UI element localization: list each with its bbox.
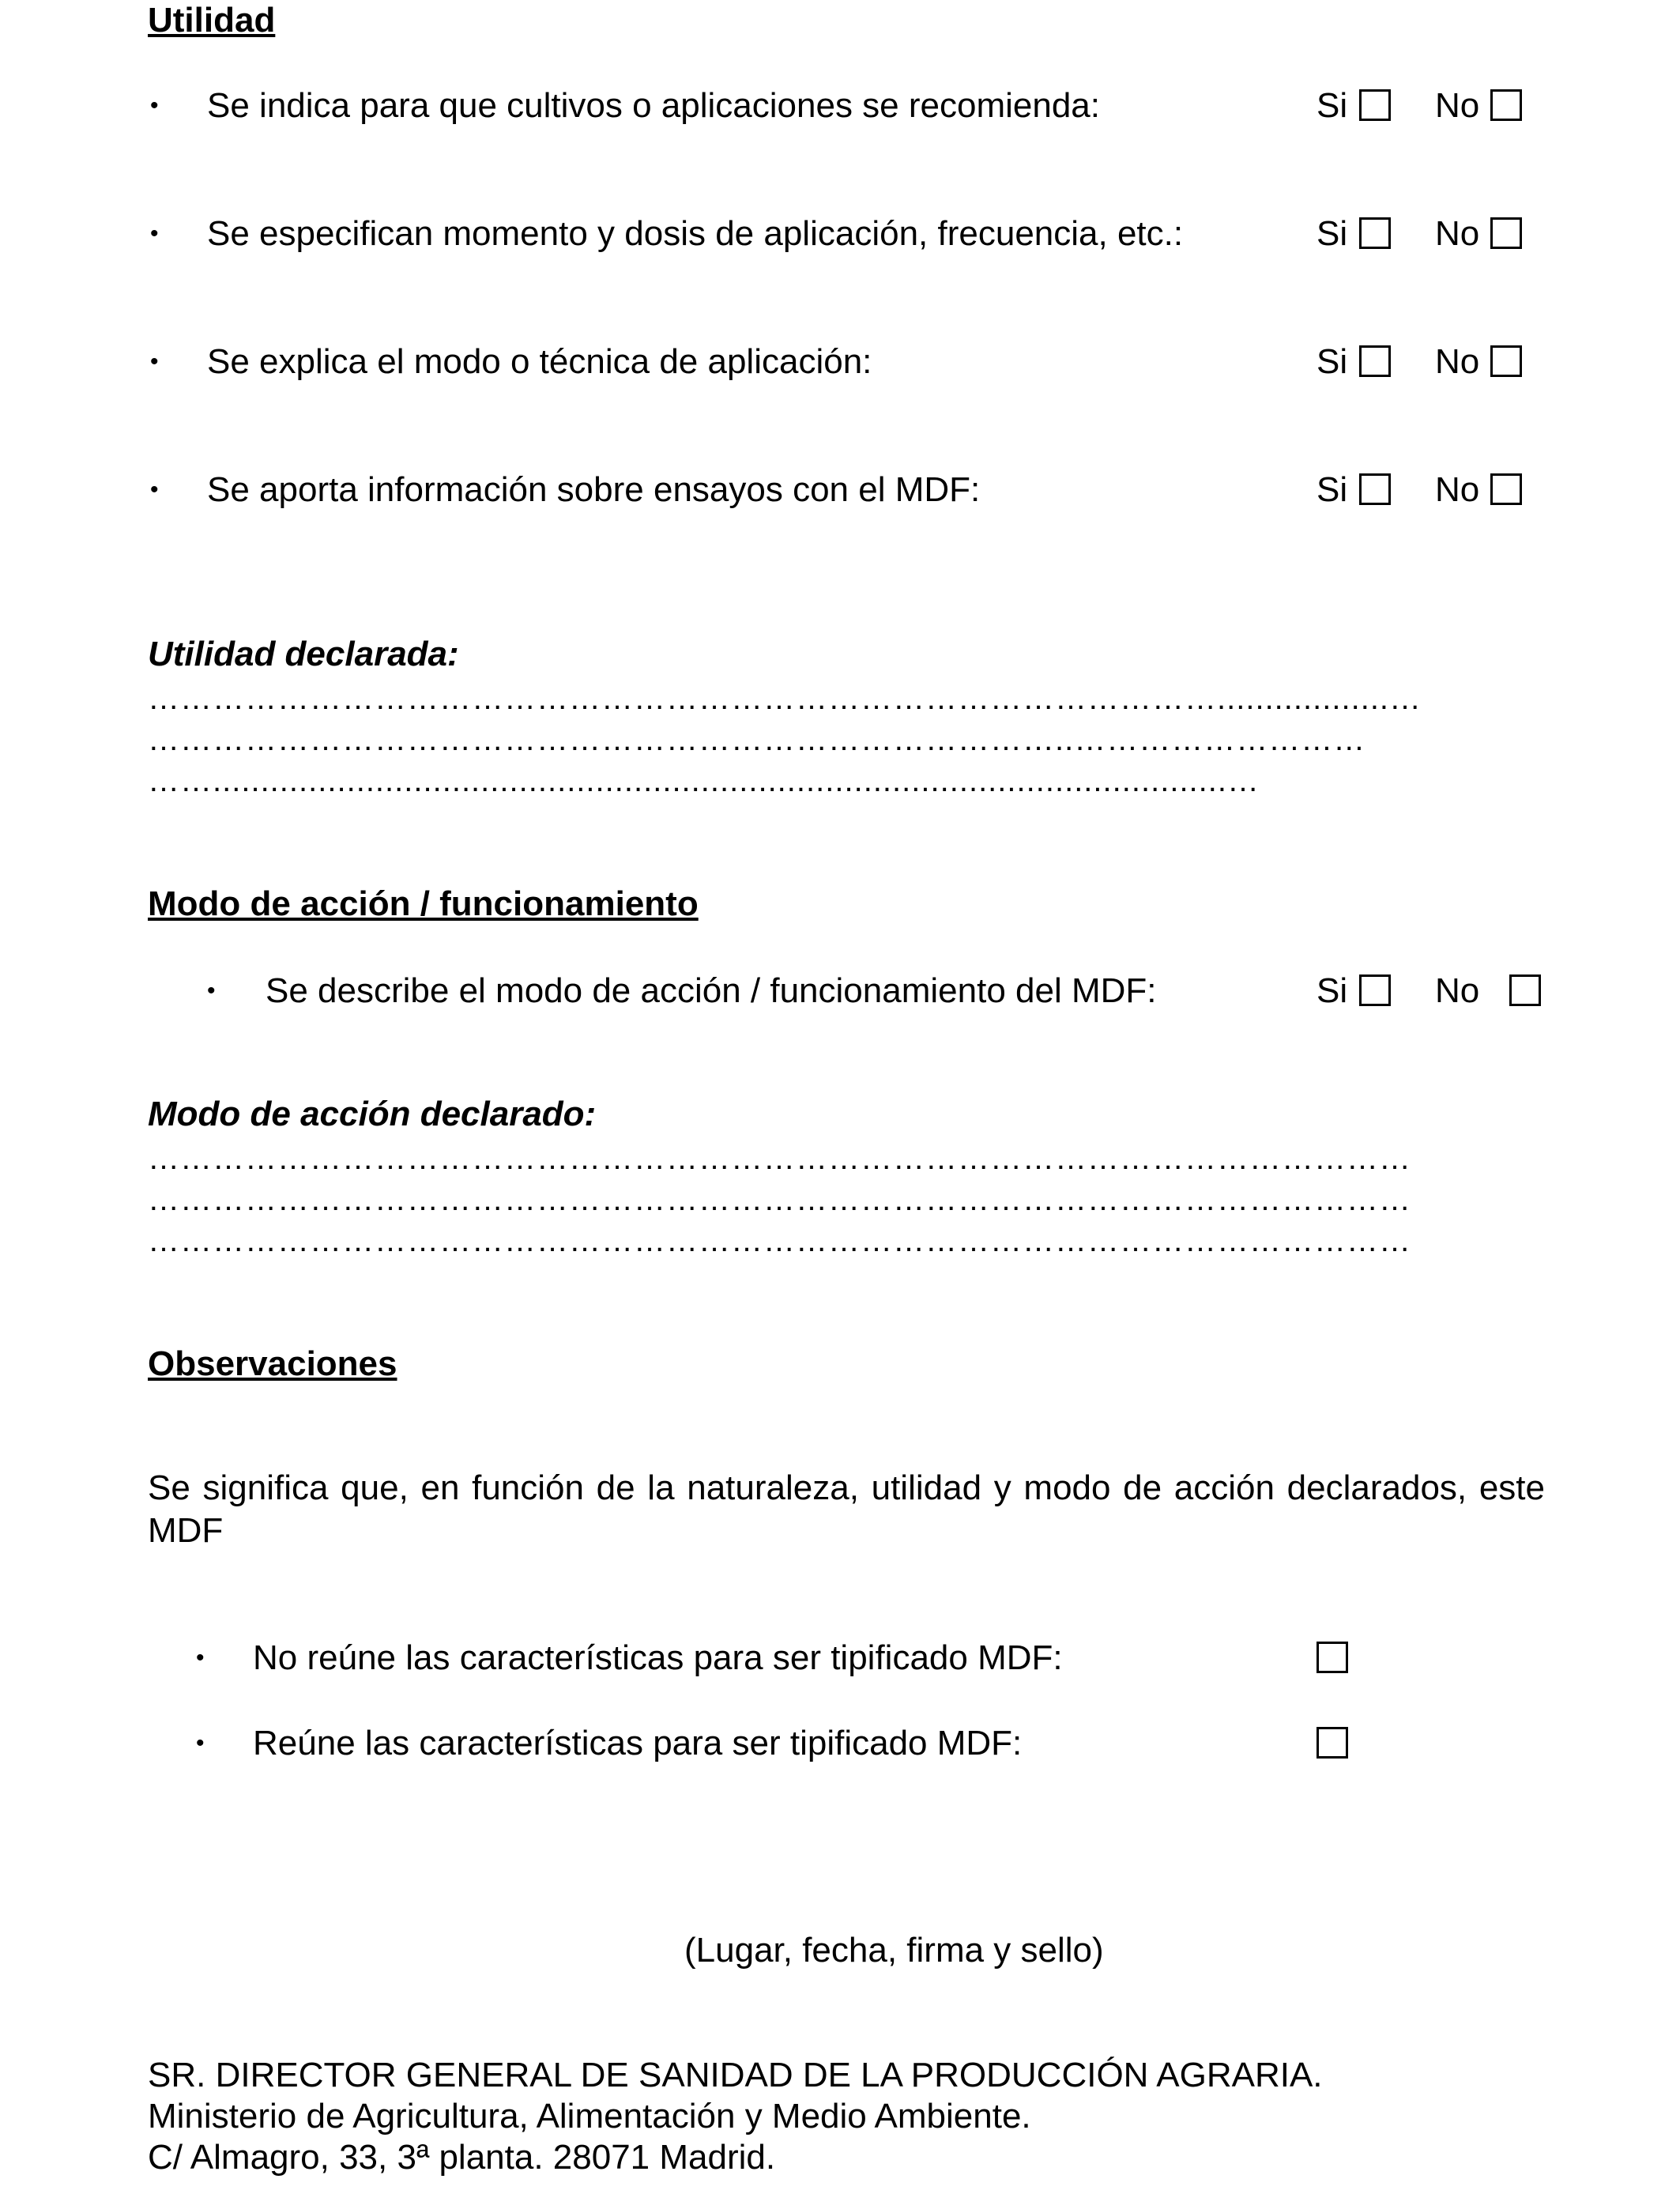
modo-declarado-line-1[interactable]: ……………………………………………………………………………………………………… xyxy=(148,1141,1411,1176)
address-line-1: SR. DIRECTOR GENERAL DE SANIDAD DE LA PRODUCCIÓN AGRARIA. xyxy=(148,2056,1323,2094)
bullet: • xyxy=(196,1730,205,1756)
option-reune-checkbox[interactable] xyxy=(1317,1727,1348,1759)
observaciones-paragraph: Se significa que, en función de la naturaleza, utilidad y modo de acción declarados, este MDF xyxy=(148,1468,1545,1550)
modo-item-no-checkbox[interactable] xyxy=(1509,974,1541,1006)
utilidad-item-1-label: Se indica para que cultivos o aplicaciones se recomienda: xyxy=(207,86,1100,125)
si-label: Si xyxy=(1317,214,1348,253)
option-reune-label: Reúne las características para ser tipificado MDF: xyxy=(253,1724,1023,1762)
signature-placeholder: (Lugar, fecha, firma y sello) xyxy=(684,1931,1104,1970)
modo-item-si-checkbox[interactable] xyxy=(1359,974,1391,1006)
utilidad-declarada-label: Utilidad declarada: xyxy=(148,635,459,673)
utilidad-item-4-no-checkbox[interactable] xyxy=(1490,473,1522,505)
si-label: Si xyxy=(1317,86,1348,125)
bullet: • xyxy=(150,477,159,503)
utilidad-item-2-label: Se especifican momento y dosis de aplicación, frecuencia, etc.: xyxy=(207,214,1184,253)
section-heading-utilidad: Utilidad xyxy=(148,1,276,40)
utilidad-item-4-label: Se aporta información sobre ensayos con el MDF: xyxy=(207,470,981,509)
utilidad-declarada-line-3[interactable]: ……..........................................................................................................… xyxy=(148,763,1260,798)
si-label: Si xyxy=(1317,342,1348,381)
no-label: No xyxy=(1435,86,1480,125)
bullet: • xyxy=(150,349,159,375)
section-heading-modo-accion: Modo de acción / funcionamiento xyxy=(148,884,699,923)
utilidad-item-4-si-checkbox[interactable] xyxy=(1359,473,1391,505)
no-label: No xyxy=(1435,971,1480,1010)
utilidad-declarada-line-1[interactable]: ………………………………………………………………………………………..................… xyxy=(148,681,1422,716)
utilidad-item-1-no-checkbox[interactable] xyxy=(1490,89,1522,121)
bullet: • xyxy=(150,221,159,247)
utilidad-item-2-si-checkbox[interactable] xyxy=(1359,217,1391,249)
option-no-reune-checkbox[interactable] xyxy=(1317,1642,1348,1673)
section-heading-observaciones: Observaciones xyxy=(148,1344,397,1383)
no-label: No xyxy=(1435,470,1480,509)
address-line-2: Ministerio de Agricultura, Alimentación y Medio Ambiente. xyxy=(148,2097,1031,2136)
bullet: • xyxy=(150,92,159,119)
modo-declarado-line-3[interactable]: ……………………………………………………………………………………………………… xyxy=(148,1223,1411,1258)
bullet: • xyxy=(196,1645,205,1671)
address-line-3: C/ Almagro, 33, 3ª planta. 28071 Madrid. xyxy=(148,2138,776,2177)
si-label: Si xyxy=(1317,971,1348,1010)
modo-declarado-line-2[interactable]: ……………………………………………………………………………………………………… xyxy=(148,1182,1411,1217)
utilidad-item-1-si-checkbox[interactable] xyxy=(1359,89,1391,121)
si-label: Si xyxy=(1317,470,1348,509)
utilidad-declarada-line-2[interactable]: …………………………………………………………………………..……………………… xyxy=(148,722,1366,757)
no-label: No xyxy=(1435,342,1480,381)
bullet: • xyxy=(207,978,216,1004)
utilidad-item-3-label: Se explica el modo o técnica de aplicación: xyxy=(207,342,872,381)
utilidad-item-2-no-checkbox[interactable] xyxy=(1490,217,1522,249)
utilidad-item-3-si-checkbox[interactable] xyxy=(1359,345,1391,377)
modo-declarado-label: Modo de acción declarado: xyxy=(148,1095,597,1133)
utilidad-item-3-no-checkbox[interactable] xyxy=(1490,345,1522,377)
option-no-reune-label: No reúne las características para ser tipificado MDF: xyxy=(253,1638,1063,1677)
modo-item-label: Se describe el modo de acción / funcionamiento del MDF: xyxy=(266,971,1157,1010)
no-label: No xyxy=(1435,214,1480,253)
